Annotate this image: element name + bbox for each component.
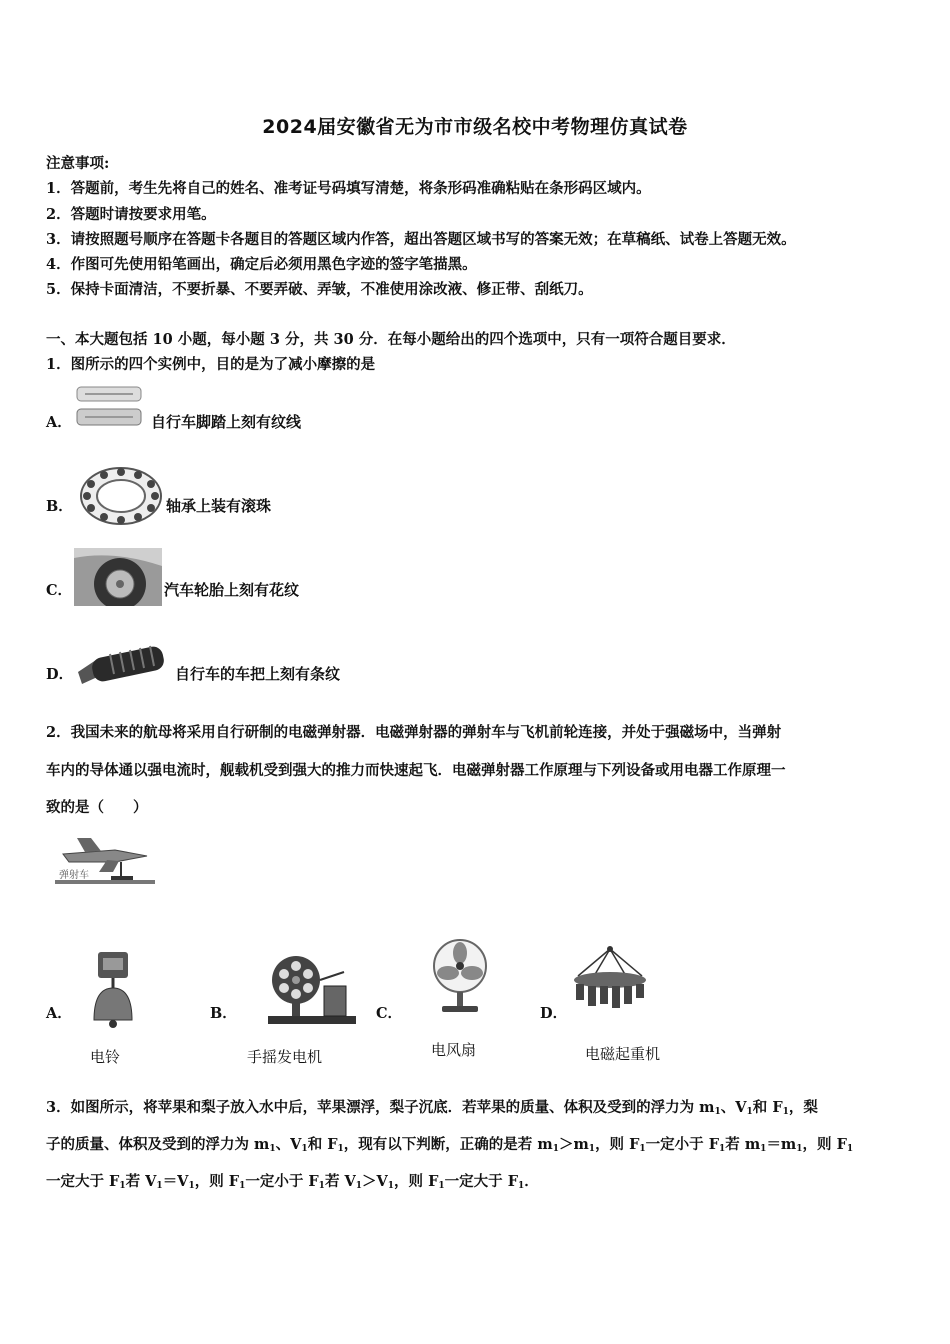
question-3-line-2: 子的质量、体积及受到的浮力为 $m_1$、$V_1$和 $F_1$，现有以下判断，正确的是若 $m_1>m_1$，则 $F_1$一定小于 $F_1$若 $m_1=m_1$，则 $F_1$ xyxy=(46,1136,854,1154)
q1-option-c-label: C． xyxy=(46,582,73,599)
q2-option-a-caption: 电铃 xyxy=(90,1048,121,1066)
question-3-line-1: 3．如图所示，将苹果和梨子放入水中后，苹果漂浮，梨子沉底．若苹果的质量、体积及受到的浮力为 $m_1$、$V_1$和 $F_1$，梨 xyxy=(46,1099,818,1117)
handlebar-image xyxy=(76,634,172,684)
question-2-line: 2．我国未来的航母将采用自行研制的电磁弹射器．电磁弹射器的弹射车与飞机前轮连接，并处于强磁场中，当弹射 xyxy=(46,724,782,741)
notice-item: 1．答题前，考生先将自己的姓名、准考证号码填写清楚，将条形码准确粘贴在条形码区域内。 xyxy=(46,180,651,197)
q2-option-c-caption: 电风扇 xyxy=(431,1041,477,1059)
question-2-line: 车内的导体通以强电流时，舰载机受到强大的推力而快速起飞．电磁弹射器工作原理与下列设备或用电器工作原理一 xyxy=(46,762,786,779)
pedal-image xyxy=(75,383,145,433)
question-1-stem: 1．图所示的四个实例中，目的是为了减小摩擦的是 xyxy=(46,356,376,373)
q1-option-a-label: A． xyxy=(46,414,72,431)
bearing-image xyxy=(78,466,164,526)
question-3-line-3: 一定大于 $F_1$若 $V_1=V_1$，则 $F_1$一定小于 $F_1$若 $V_1>V_1$，则 $F_1$一定大于 $F_1$． xyxy=(46,1173,539,1191)
page-title: 2024届安徽省无为市市级名校中考物理仿真试卷 xyxy=(262,116,688,138)
electric-fan-image xyxy=(428,938,492,1014)
q1-option-b-label: B． xyxy=(46,498,73,515)
notice-item: 5．保持卡面清洁，不要折暴、不要弄破、弄皱，不准使用涂改液、修正带、刮纸刀。 xyxy=(46,281,593,298)
q2-option-c-label: C． xyxy=(376,1005,403,1022)
electromagnetic-crane-image xyxy=(570,944,650,1018)
q1-option-b-text: 轴承上装有滚珠 xyxy=(166,497,272,515)
q2-option-d-label: D． xyxy=(540,1005,568,1022)
electric-bell-image xyxy=(88,950,138,1032)
tire-image xyxy=(74,548,162,606)
catapult-figure xyxy=(55,832,155,888)
q2-option-a-label: A． xyxy=(46,1005,72,1022)
q1-option-a-text: 自行车脚踏上刻有纹线 xyxy=(151,413,302,431)
catapult-label: 弹射车 xyxy=(59,870,89,881)
q2-option-b-label: B． xyxy=(210,1005,237,1022)
q1-option-d-label: D． xyxy=(46,666,74,683)
notice-item: 2．答题时请按要求用笔。 xyxy=(46,206,216,223)
question-2-line: 致的是（ ） xyxy=(46,799,148,816)
notice-heading: 注意事项: xyxy=(46,155,110,172)
section-heading: 一、本大题包括 10 小题，每小题 3 分，共 30 分．在每小题给出的四个选项中，只有一项符合题目要求． xyxy=(46,331,736,348)
q1-option-c-text: 汽车轮胎上刻有花纹 xyxy=(164,581,300,599)
notice-item: 3．请按照题号顺序在答题卡各题目的答题区域内作答，超出答题区域书写的答案无效；在草稿纸、试卷上答题无效。 xyxy=(46,231,796,248)
q2-option-d-caption: 电磁起重机 xyxy=(585,1045,661,1063)
q2-option-b-caption: 手摇发电机 xyxy=(247,1048,323,1066)
hand-generator-image xyxy=(266,952,358,1028)
notice-item: 4．作图可先使用铅笔画出，确定后必须用黑色字迹的签字笔描黑。 xyxy=(46,256,477,273)
q1-option-d-text: 自行车的车把上刻有条纹 xyxy=(175,665,341,683)
